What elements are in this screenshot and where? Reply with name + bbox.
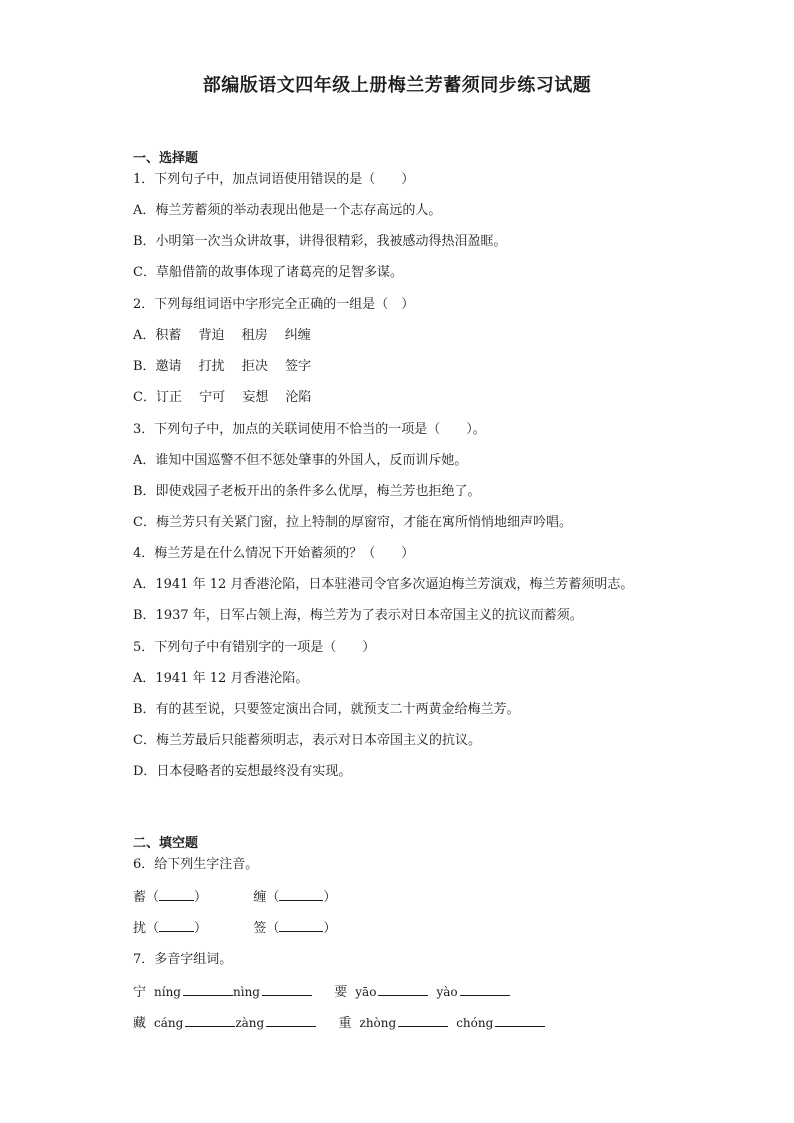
word-blank[interactable] bbox=[262, 983, 312, 996]
page-title: 部编版语文四年级上册梅兰芳蓄须同步练习试题 bbox=[202, 75, 592, 96]
polyphone-char: 要 bbox=[334, 985, 348, 1000]
paren-open: （ bbox=[266, 921, 280, 936]
pinyin-row-2 bbox=[133, 919, 336, 938]
question-1-option-a: A．梅兰芳蓄须的举动表现出他是一个志存高远的人。 bbox=[133, 203, 442, 218]
question-3-option-c: C．梅兰芳只有关紧门窗，拉上特制的厚窗帘，才能在寓所悄悄地细声吟唱。 bbox=[133, 515, 572, 530]
question-3-option-a: A．谁知中国巡警不但不惩处肇事的外国人，反而训斥她。 bbox=[133, 453, 468, 468]
question-1-stem: 1．下列句子中，加点词语使用错误的是（ ） bbox=[133, 172, 415, 187]
question-4-option-a: A．1941 年 12 月香港沦陷，日本驻港司令官多次逼迫梅兰芳演戏，梅兰芳蓄须明志。 bbox=[133, 577, 634, 592]
word-blank[interactable] bbox=[495, 1014, 545, 1027]
question-5-option-b: B．有的甚至说，只要签定演出合同，就预支二十两黄金给梅兰芳。 bbox=[133, 702, 520, 717]
polyphone-char: 藏 bbox=[133, 1016, 147, 1031]
paren-open: （ bbox=[146, 890, 160, 905]
word-blank[interactable] bbox=[378, 983, 428, 996]
pinyin-label: zàng bbox=[235, 1016, 265, 1030]
paren-close: ） bbox=[323, 921, 337, 936]
polyphone-char: 重 bbox=[338, 1016, 352, 1031]
pinyin-label: yāo bbox=[355, 985, 377, 999]
question-5-option-c: C．梅兰芳最后只能蓄须明志，表示对日本帝国主义的抗议。 bbox=[133, 733, 481, 748]
question-6-stem: 6．给下列生字注音。 bbox=[133, 857, 259, 872]
paren-close: ） bbox=[194, 890, 208, 905]
polyphone-row-2 bbox=[133, 1014, 545, 1033]
question-4-stem: 4．梅兰芳是在什么情况下开始蓄须的？（ ） bbox=[133, 546, 415, 561]
word-blank[interactable] bbox=[460, 983, 510, 996]
pinyin-blank[interactable] bbox=[279, 919, 323, 932]
question-2-option-b: B．邀请 打扰 拒决 签字 bbox=[133, 359, 311, 374]
char-label: 签 bbox=[253, 921, 267, 936]
section-heading-fill: 二、填空题 bbox=[133, 836, 199, 851]
question-2-option-a: A．积蓄 背迫 租房 纠缠 bbox=[133, 328, 311, 343]
pinyin-label: chóng bbox=[456, 1016, 494, 1030]
word-blank[interactable] bbox=[183, 983, 233, 996]
pinyin-label: zhòng bbox=[359, 1016, 397, 1030]
pinyin-label: níng bbox=[154, 985, 181, 999]
question-5-option-d: D．日本侵略者的妄想最终没有实现。 bbox=[133, 764, 352, 779]
question-5-option-a: A．1941 年 12 月香港沦陷。 bbox=[133, 671, 309, 686]
char-label: 蓄 bbox=[133, 890, 147, 905]
pinyin-label: cáng bbox=[154, 1016, 184, 1030]
question-1-option-c: C．草船借箭的故事体现了诸葛亮的足智多谋。 bbox=[133, 265, 403, 280]
question-1-option-b: B．小明第一次当众讲故事，讲得很精彩，我被感动得热泪盈眶。 bbox=[133, 234, 507, 249]
paren-close: ） bbox=[194, 921, 208, 936]
question-2-option-c: C．订正 宁可 妄想 沦陷 bbox=[133, 390, 312, 405]
pinyin-label: yào bbox=[436, 985, 458, 999]
paren-close: ） bbox=[323, 890, 337, 905]
word-blank[interactable] bbox=[185, 1014, 235, 1027]
question-2-stem: 2．下列每组词语中字形完全正确的一组是（ ） bbox=[133, 297, 415, 312]
question-5-stem: 5．下列句子中有错别字的一项是（ ） bbox=[133, 640, 376, 655]
word-blank[interactable] bbox=[266, 1014, 316, 1027]
question-4-option-b: B．1937 年，日军占领上海，梅兰芳为了表示对日本帝国主义的抗议而蓄须。 bbox=[133, 608, 583, 623]
word-blank[interactable] bbox=[398, 1014, 448, 1027]
char-label: 扰 bbox=[133, 921, 147, 936]
polyphone-char: 宁 bbox=[133, 985, 147, 1000]
question-7-stem: 7．多音字组词。 bbox=[133, 952, 233, 967]
paren-open: （ bbox=[146, 921, 160, 936]
char-label: 缠 bbox=[253, 890, 267, 905]
question-3-stem: 3．下列句子中，加点的关联词使用不恰当的一项是（ ）。 bbox=[133, 422, 486, 437]
question-3-option-b: B．即使戏园子老板开出的条件多么优厚，梅兰芳也拒绝了。 bbox=[133, 484, 481, 499]
paren-open: （ bbox=[266, 890, 280, 905]
pinyin-blank[interactable] bbox=[159, 888, 194, 901]
pinyin-row-1 bbox=[133, 888, 336, 907]
pinyin-blank[interactable] bbox=[279, 888, 323, 901]
polyphone-row-1 bbox=[133, 983, 510, 1002]
pinyin-blank[interactable] bbox=[159, 919, 194, 932]
pinyin-label: nìng bbox=[233, 985, 260, 999]
section-heading-choice: 一、选择题 bbox=[133, 151, 199, 166]
